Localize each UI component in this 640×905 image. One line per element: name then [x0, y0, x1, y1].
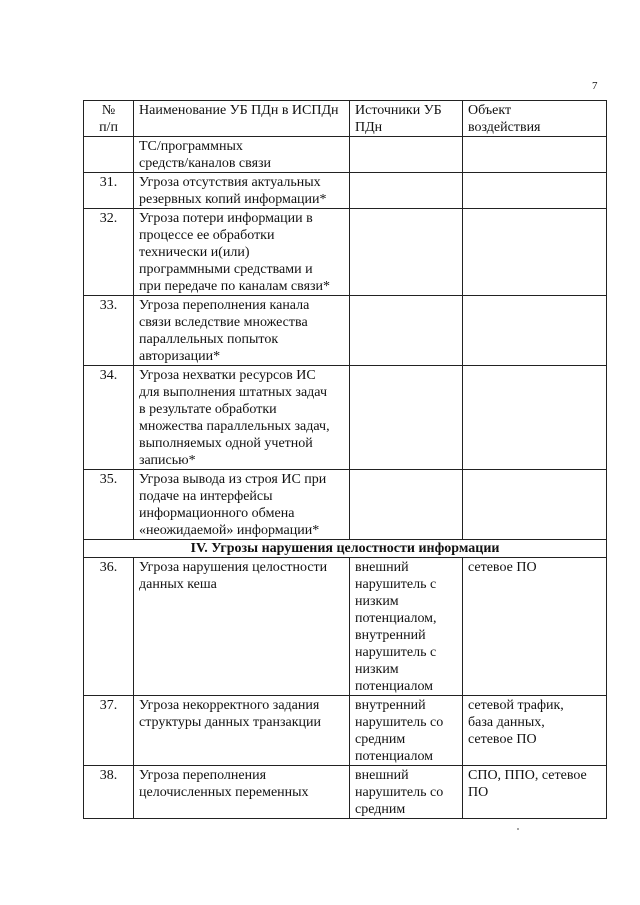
row-object: [463, 137, 607, 173]
scan-speck: [517, 828, 519, 830]
table-row: [84, 558, 607, 696]
header-object: Объект воздействия: [463, 101, 607, 137]
row-object: сетевой трафик, база данных, сетевое ПО: [463, 696, 607, 766]
row-name: Угроза потери информации в процессе ее обработки технически и(или) программными средствами и при передаче по каналам связи*: [134, 209, 350, 296]
row-num: 33.: [84, 296, 134, 366]
row-num: 36.: [84, 558, 134, 696]
header-sources: Источники УБ ПДн: [350, 101, 463, 137]
row-sources: [350, 470, 463, 540]
table-header-row: [84, 101, 607, 137]
row-object: [463, 173, 607, 209]
row-object: [463, 470, 607, 540]
table-row: [84, 296, 607, 366]
row-num: 32.: [84, 209, 134, 296]
row-num: [84, 137, 134, 173]
table-row: [84, 137, 607, 173]
row-name: Угроза нарушения целостности данных кеша: [134, 558, 350, 696]
row-num: 35.: [84, 470, 134, 540]
row-sources: [350, 296, 463, 366]
row-object: [463, 209, 607, 296]
row-name: Угроза некорректного задания структуры данных транзакции: [134, 696, 350, 766]
table-row: [84, 766, 607, 819]
row-sources: [350, 366, 463, 470]
row-num: 31.: [84, 173, 134, 209]
table-row: [84, 209, 607, 296]
table-row: [84, 470, 607, 540]
row-object: СПО, ППО, сетевое ПО: [463, 766, 607, 819]
section-title: IV. Угрозы нарушения целостности информации: [84, 540, 607, 558]
row-num: 37.: [84, 696, 134, 766]
header-num: № п/п: [84, 101, 134, 137]
row-sources: [350, 173, 463, 209]
row-num: 38.: [84, 766, 134, 819]
section-header-row: [84, 540, 607, 558]
row-sources: внутренний нарушитель со средним потенциалом: [350, 696, 463, 766]
row-name: Угроза отсутствия актуальных резервных копий информации*: [134, 173, 350, 209]
row-sources: [350, 137, 463, 173]
table-row: [84, 696, 607, 766]
row-sources: [350, 209, 463, 296]
page-number: 7: [592, 80, 598, 92]
row-object: сетевое ПО: [463, 558, 607, 696]
row-name: Угроза переполнения канала связи вследствие множества параллельных попыток авторизации*: [134, 296, 350, 366]
row-object: [463, 296, 607, 366]
row-sources: внешний нарушитель с низким потенциалом, внутренний нарушитель с низким потенциалом: [350, 558, 463, 696]
table-row: [84, 366, 607, 470]
row-sources: внешний нарушитель со средним: [350, 766, 463, 819]
row-name: Угроза вывода из строя ИС при подаче на интерфейсы информационного обмена «неожидаемой» информации*: [134, 470, 350, 540]
row-name: Угроза нехватки ресурсов ИС для выполнения штатных задач в результате обработки множества параллельных задач, выполняемых одной учетной записью*: [134, 366, 350, 470]
header-name: Наименование УБ ПДн в ИСПДн: [134, 101, 350, 137]
table-row: [84, 173, 607, 209]
row-num: 34.: [84, 366, 134, 470]
row-name: Угроза переполнения целочисленных переменных: [134, 766, 350, 819]
row-name: ТС/программных средств/каналов связи: [134, 137, 350, 173]
threats-table: [83, 100, 607, 819]
row-object: [463, 366, 607, 470]
